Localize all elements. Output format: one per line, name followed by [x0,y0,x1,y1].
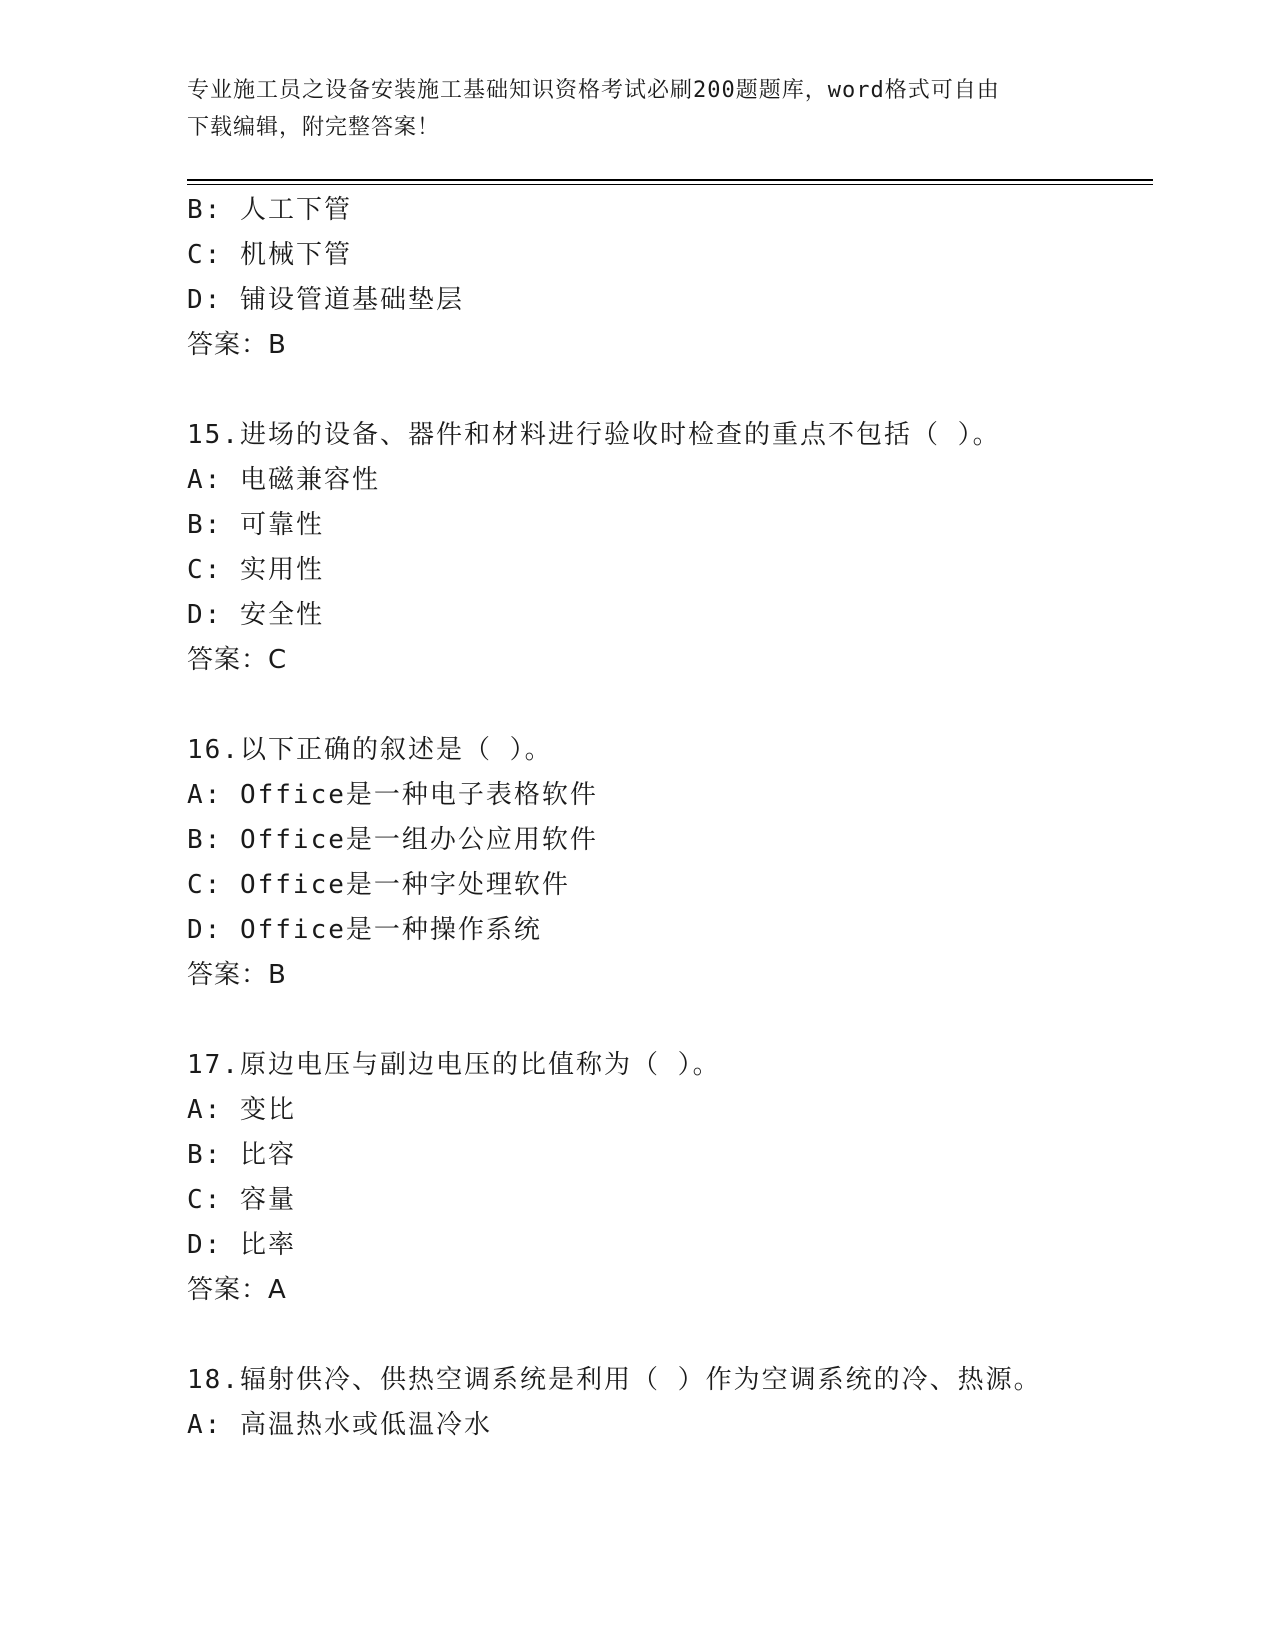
answer: 答案：C [187,645,288,675]
question-17: 17.原边电压与副边电压的比值称为（ ）。 [187,1050,721,1080]
option-b: B: 人工下管 [187,195,352,225]
option-d: D: 比率 [187,1230,296,1260]
option-c: C: Office是一种字处理软件 [187,870,570,900]
option-a: A: 变比 [187,1095,296,1125]
option-c: C: 机械下管 [187,240,352,270]
option-d: D: 安全性 [187,600,324,630]
option-d: D: 铺设管道基础垫层 [187,285,464,315]
answer: 答案：A [187,1275,287,1305]
answer: 答案：B [187,330,287,360]
header-line-2: 下载编辑，附完整答案！ [187,115,441,140]
option-c: C: 实用性 [187,555,324,585]
header-line-1: 专业施工员之设备安装施工基础知识资格考试必刷200题题库，word格式可自由 [187,78,1000,103]
document-header [187,72,1087,146]
header-divider [187,179,1153,181]
option-b: B: 比容 [187,1140,296,1170]
option-a: A: 高温热水或低温冷水 [187,1410,492,1440]
option-a: A: 电磁兼容性 [187,465,380,495]
option-d: D: Office是一种操作系统 [187,915,542,945]
option-a: A: Office是一种电子表格软件 [187,780,598,810]
option-b: B: Office是一组办公应用软件 [187,825,598,855]
answer: 答案：B [187,960,287,990]
option-b: B: 可靠性 [187,510,324,540]
header-divider-thin [187,184,1153,185]
question-15: 15.进场的设备、器件和材料进行验收时检查的重点不包括（ ）。 [187,420,1001,450]
option-c: C: 容量 [187,1185,296,1215]
question-18: 18.辐射供冷、供热空调系统是利用（ ）作为空调系统的冷、热源。 [187,1365,1042,1395]
question-16: 16.以下正确的叙述是（ ）。 [187,735,553,765]
